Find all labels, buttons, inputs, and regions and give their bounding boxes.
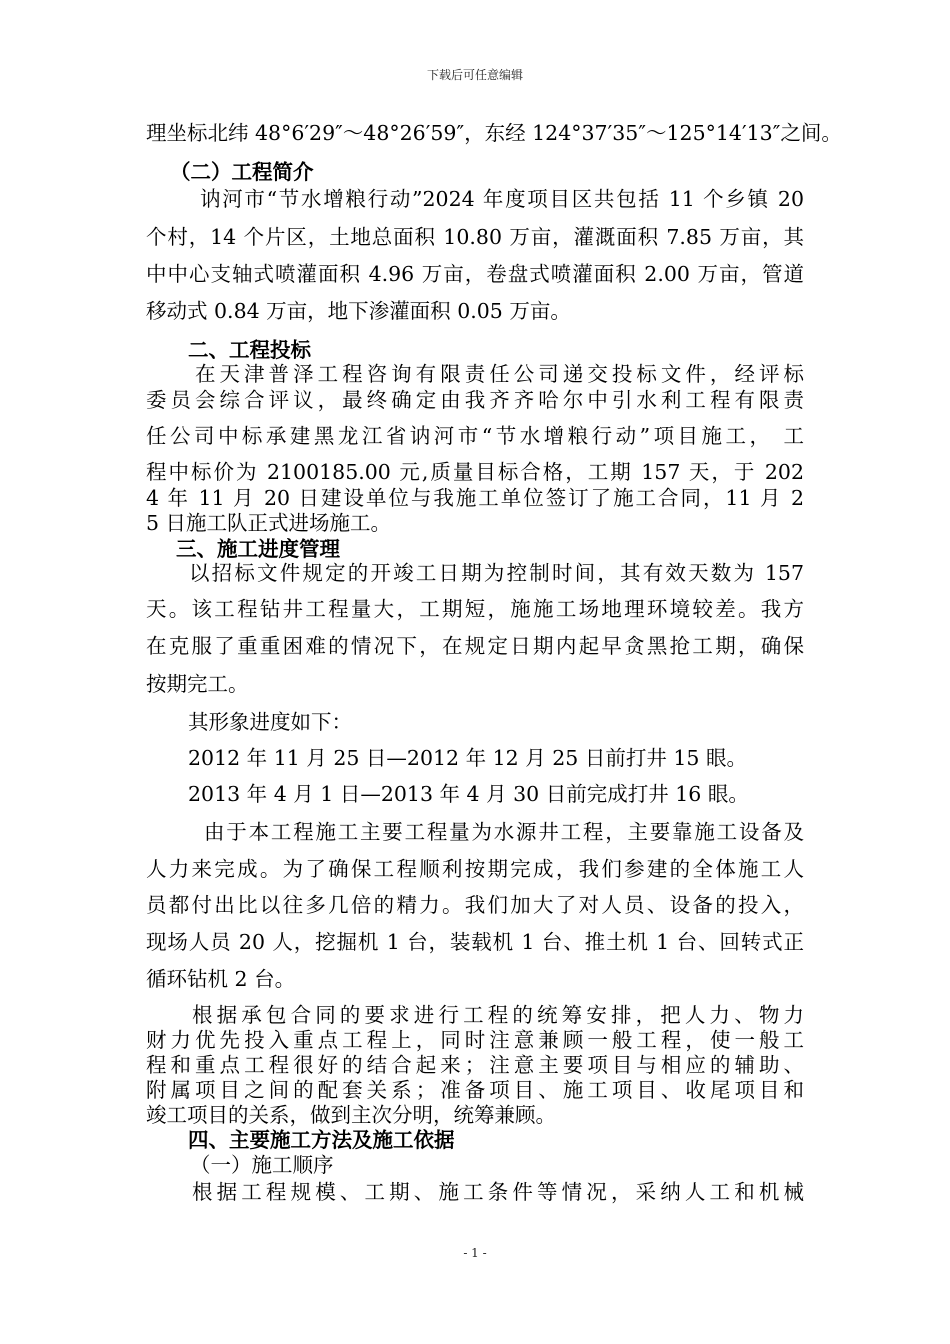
paragraph-line: 在克服了重重困难的情况下，在规定日期内起早贪黑抢工期，确保	[146, 634, 804, 658]
paragraph-line: 其形象进度如下：	[188, 710, 352, 734]
paragraph-line: 竣工项目的关系，做到主次分明，统筹兼顾。	[146, 1103, 556, 1127]
paragraph-line: 程中标价为 2100185.00 元,质量目标合格，工期 157 天，于 202	[146, 460, 804, 484]
paragraph-line: 由于本工程施工主要工程量为水源井工程，主要靠施工设备及	[204, 820, 804, 844]
paragraph-line: 理坐标北纬 48°6′29″～48°26′59″，东经 124°37′35″～125°14′13″之间。	[146, 121, 842, 145]
page-number: - 1 -	[463, 1246, 487, 1260]
paragraph-line: 根据承包合同的要求进行工程的统筹安排，把人力、物力	[192, 1003, 804, 1027]
paragraph-line: 循环钻机 2 台。	[146, 967, 296, 991]
paragraph-line: 附属项目之间的配套关系；准备项目、施工项目、收尾项目和	[146, 1078, 804, 1102]
section-heading: 二、工程投标	[188, 338, 311, 362]
paragraph-line: 在天津普泽工程咨询有限责任公司递交投标文件，经评标	[195, 362, 804, 386]
paragraph-line: 程和重点工程很好的结合起来；注意主要项目与相应的辅助、	[146, 1053, 804, 1077]
subsection-heading: （一）施工顺序	[190, 1153, 334, 1177]
paragraph-line: 委员会综合评议，最终确定由我齐齐哈尔中引水利工程有限责	[146, 388, 804, 412]
paragraph-line: 人力来完成。为了确保工程顺利按期完成，我们参建的全体施工人	[146, 857, 804, 881]
paragraph-line: 任公司中标承建黑龙江省讷河市“节水增粮行动”项目施工， 工	[146, 424, 804, 448]
paragraph-line: 2013 年 4 月 1 日—2013 年 4 月 30 日前完成打井 16 眼。	[188, 782, 749, 806]
paragraph-line: 移动式 0.84 万亩，地下渗灌面积 0.05 万亩。	[146, 299, 571, 323]
paragraph-line: 中中心支轴式喷灌面积 4.96 万亩，卷盘式喷灌面积 2.00 万亩，管道	[146, 262, 804, 286]
section-heading: 三、施工进度管理	[176, 537, 340, 561]
paragraph-line: 5 日施工队正式进场施工。	[146, 511, 392, 535]
paragraph-line: 天。该工程钻井工程量大，工期短，施施工场地理环境较差。我方	[146, 597, 804, 621]
paragraph-line: 4 年 11 月 20 日建设单位与我施工单位签订了施工合同，11 月 2	[146, 486, 804, 510]
paragraph-line: 财力优先投入重点工程上，同时注意兼顾一般工程，使一般工	[146, 1028, 804, 1052]
paragraph-line: 个村，14 个片区，土地总面积 10.80 万亩，灌溉面积 7.85 万亩，其	[146, 225, 804, 249]
paragraph-line: 按期完工。	[146, 672, 249, 696]
page-header: 下载后可任意编辑	[426, 68, 523, 82]
paragraph-line: 现场人员 20 人，挖掘机 1 台，装载机 1 台、推土机 1 台、回转式正	[146, 930, 804, 954]
paragraph-line: 根据工程规模、工期、施工条件等情况，采纳人工和机械	[192, 1180, 804, 1204]
paragraph-line: 讷河市“节水增粮行动”2024 年度项目区共包括 11 个乡镇 20	[200, 187, 804, 211]
section-heading: 四、主要施工方法及施工依据	[188, 1128, 455, 1152]
paragraph-line: 2012 年 11 月 25 日—2012 年 12 月 25 日前打井 15 眼。	[188, 746, 747, 770]
paragraph-line: 以招标文件规定的开竣工日期为控制时间，其有效天数为 157	[189, 561, 804, 585]
section-heading: （二）工程简介	[170, 160, 314, 184]
paragraph-line: 员都付出比以往多几倍的精力。我们加大了对人员、设备的投入，	[146, 893, 804, 917]
